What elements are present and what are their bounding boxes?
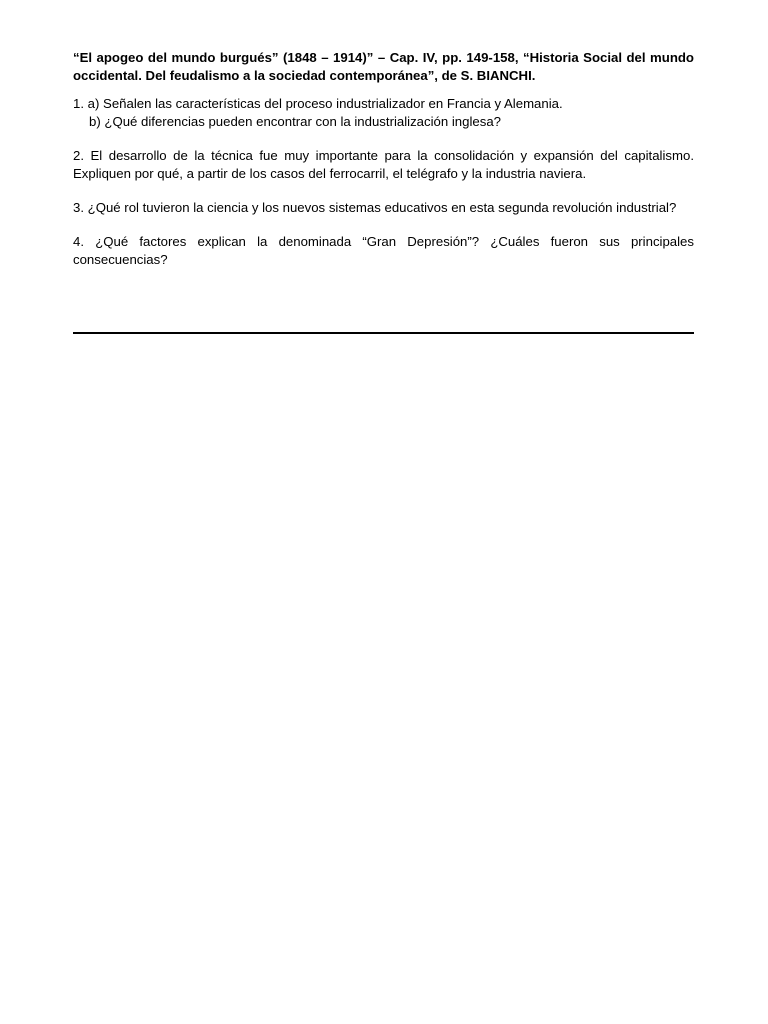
document-title: “El apogeo del mundo burgués” (1848 – 1914)” – Cap. IV, pp. 149-158, “Historia Social del mundo occidental. Del feudalismo a la sociedad contemporánea”, de S. BIANCHI. [73,50,694,83]
question-1 [73,95,694,131]
horizontal-divider [73,332,694,334]
question-1a: 1. a) Señalen las características del proceso industrializador en Francia y Alemania. [73,96,563,111]
question-1b: b) ¿Qué diferencias pueden encontrar con la industrialización inglesa? [89,114,501,129]
question-4: 4. ¿Qué factores explican la denominada “Gran Depresión”? ¿Cuáles fueron sus principales consecuencias? [73,234,694,267]
question-3: 3. ¿Qué rol tuvieron la ciencia y los nuevos sistemas educativos en esta segunda revolución industrial? [73,200,677,215]
question-2: 2. El desarrollo de la técnica fue muy importante para la consolidación y expansión del capitalismo. Expliquen por qué, a partir de los casos del ferrocarril, el telégrafo y la industria naviera. [73,148,694,181]
document-body [73,49,694,285]
